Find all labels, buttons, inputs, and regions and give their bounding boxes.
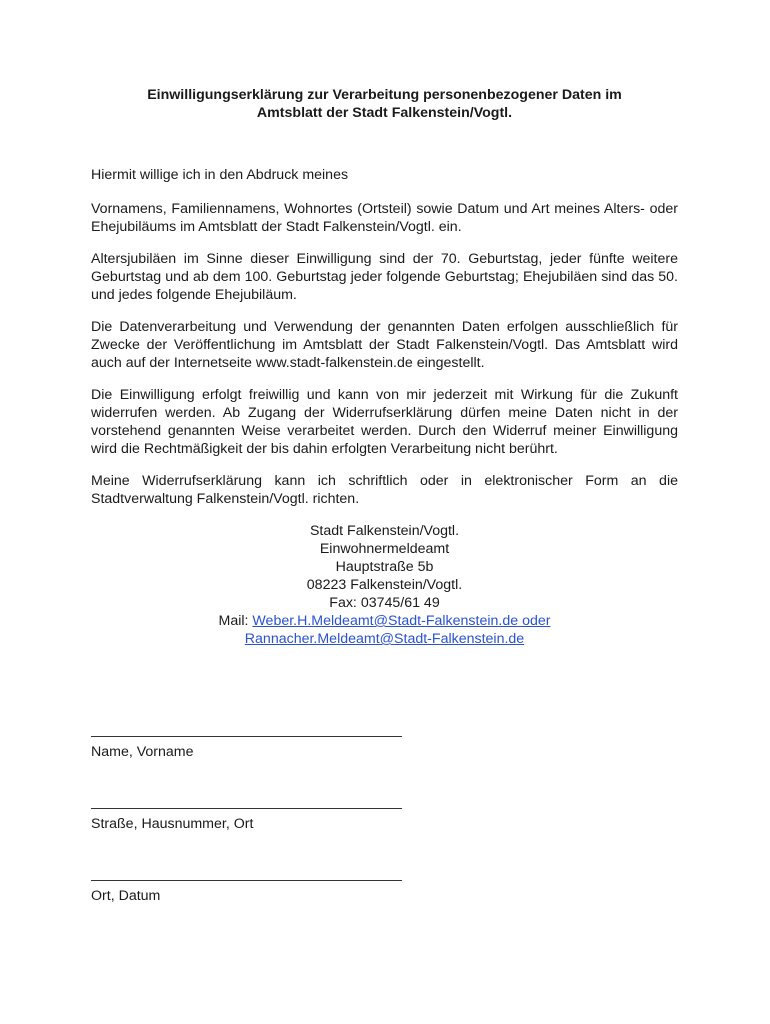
title-line-2: Amtsblatt der Stadt Falkenstein/Vogtl. xyxy=(256,105,513,121)
address-postal: 08223 Falkenstein/Vogtl. xyxy=(306,577,463,593)
signature-name xyxy=(91,736,411,761)
signature-label-address: Straße, Hausnummer, Ort xyxy=(91,816,254,832)
document-title xyxy=(91,86,678,122)
mail-link-rannacher[interactable]: Rannacher.Meldeamt@Stadt-Falkenstein.de xyxy=(244,631,525,647)
address-fax: Fax: 03745/61 49 xyxy=(329,595,440,611)
paragraph-revocation: Die Einwilligung erfolgt freiwillig und kann von mir jederzeit mit Wirkung für die Zukunft widerrufen werden. Ab Zugang der Widerrufserklärung dürfen meine Daten nicht in der vorstehend genannten Weise verarbeitet werden. Durch den Widerruf meiner Einwilligung wird die Rechtmäßigkeit der bis dahin erfolgten Verarbeitung nicht berührt. xyxy=(91,387,678,457)
signature-date xyxy=(91,880,411,905)
signature-line-name xyxy=(91,736,402,737)
signature-line-address xyxy=(91,808,402,809)
address-department: Einwohnermeldeamt xyxy=(319,541,450,557)
signature-line-date xyxy=(91,880,402,881)
document-body xyxy=(91,86,678,648)
address-mail-line xyxy=(91,612,678,630)
title-line-1: Einwilligungserklärung zur Verarbeitung personenbezogener Daten im xyxy=(147,87,622,103)
paragraph-jubilees: Altersjubiläen im Sinne dieser Einwilligung sind der 70. Geburtstag, jeder fünfte weitere Geburtstag und ab dem 100. Geburtstag jeder folgende Geburtstag; Ehejubiläen sind das 50. und jedes folgende Ehejubiläum. xyxy=(91,251,678,303)
address-city: Stadt Falkenstein/Vogtl. xyxy=(309,523,460,539)
mail-link-or[interactable]: oder xyxy=(518,613,551,629)
address-block xyxy=(91,522,678,648)
signature-label-date: Ort, Datum xyxy=(91,888,161,904)
mail-link-weber[interactable]: Weber.H.Meldeamt@Stadt-Falkenstein.de xyxy=(252,613,519,629)
paragraph-revocation-form: Meine Widerrufserklärung kann ich schriftlich oder in elektronischer Form an die Stadtverwaltung Falkenstein/Vogtl. richten. xyxy=(91,473,678,507)
mail-label: Mail: xyxy=(218,613,253,629)
signature-address xyxy=(91,808,411,833)
address-street: Hauptstraße 5b xyxy=(335,559,434,575)
paragraph-data-scope: Vornamens, Familiennamens, Wohnortes (Ortsteil) sowie Datum und Art meines Alters- oder Ehejubiläums im Amtsblatt der Stadt Falkenstein/Vogtl. ein. xyxy=(91,201,678,235)
paragraph-data-usage: Die Datenverarbeitung und Verwendung der genannten Daten erfolgen ausschließlich für Zwecke der Veröffentlichung im Amtsblatt der Stadt Falkenstein/Vogtl. Das Amtsblatt wird auch auf der Internetseite www.stadt-falkenstein.de eingestellt. xyxy=(91,319,678,371)
intro-text: Hiermit willige ich in den Abdruck meines xyxy=(91,167,349,183)
signature-label-name: Name, Vorname xyxy=(91,744,194,760)
address-mail-line-2 xyxy=(91,630,678,648)
